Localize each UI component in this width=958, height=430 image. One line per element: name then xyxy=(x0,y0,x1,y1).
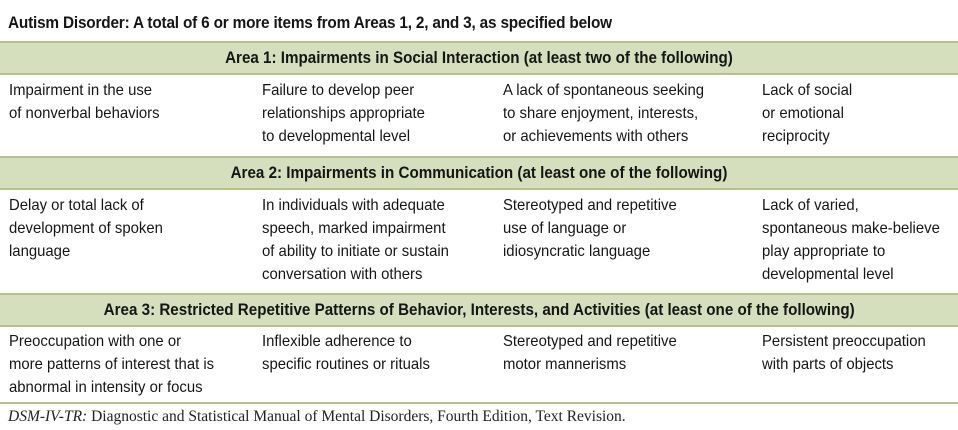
area-1-item: Impairment in the use of nonverbal behaviors xyxy=(9,82,160,122)
area-2-heading-text: Area 2: Impairments in Communication (at least one of the following) xyxy=(230,164,728,182)
area-1-heading-text: Area 1: Impairments in Social Interaction (at least two of the following) xyxy=(225,49,733,67)
area-1-item: Failure to develop peer relationships appropriate to developmental level xyxy=(262,82,425,145)
area-1-item: A lack of spontaneous seeking to share enjoyment, interests, or achievements with others xyxy=(503,82,705,145)
area-2-item: Stereotyped and repetitive use of language or idiosyncratic language xyxy=(503,197,677,260)
footnote-abbreviation: DSM-IV-TR: xyxy=(8,408,88,425)
footnote-text: Diagnostic and Statistical Manual of Mental Disorders, Fourth Edition, Text Revision. xyxy=(87,408,626,425)
table-title: Autism Disorder: A total of 6 or more items from Areas 1, 2, and 3, as specified below xyxy=(8,14,612,32)
area-3-item: Persistent preoccupation with parts of objects xyxy=(762,333,926,373)
area-2-heading xyxy=(0,156,958,190)
area-2-item: In individuals with adequate speech, marked impairment of ability to initiate or sustain conversation with others xyxy=(262,197,449,283)
area-3-heading xyxy=(0,293,958,327)
area-3-item: Preoccupation with one or more patterns of interest that is abnormal in intensity or focus xyxy=(9,333,215,396)
area-3-heading-text: Area 3: Restricted Repetitive Patterns of Behavior, Interests, and Activities (at least one of the following) xyxy=(103,301,855,319)
area-1-heading xyxy=(0,41,958,75)
area-2-item: Delay or total lack of development of spoken language xyxy=(9,197,163,260)
area-2-item: Lack of varied, spontaneous make-believe play appropriate to developmental level xyxy=(762,197,940,283)
area-3-item: Inflexible adherence to specific routines or rituals xyxy=(262,333,430,373)
area-3-item: Stereotyped and repetitive motor mannerisms xyxy=(503,333,677,373)
area-1-item: Lack of social or emotional reciprocity xyxy=(762,82,853,145)
footnote xyxy=(8,406,626,428)
footnote-divider xyxy=(0,402,958,404)
